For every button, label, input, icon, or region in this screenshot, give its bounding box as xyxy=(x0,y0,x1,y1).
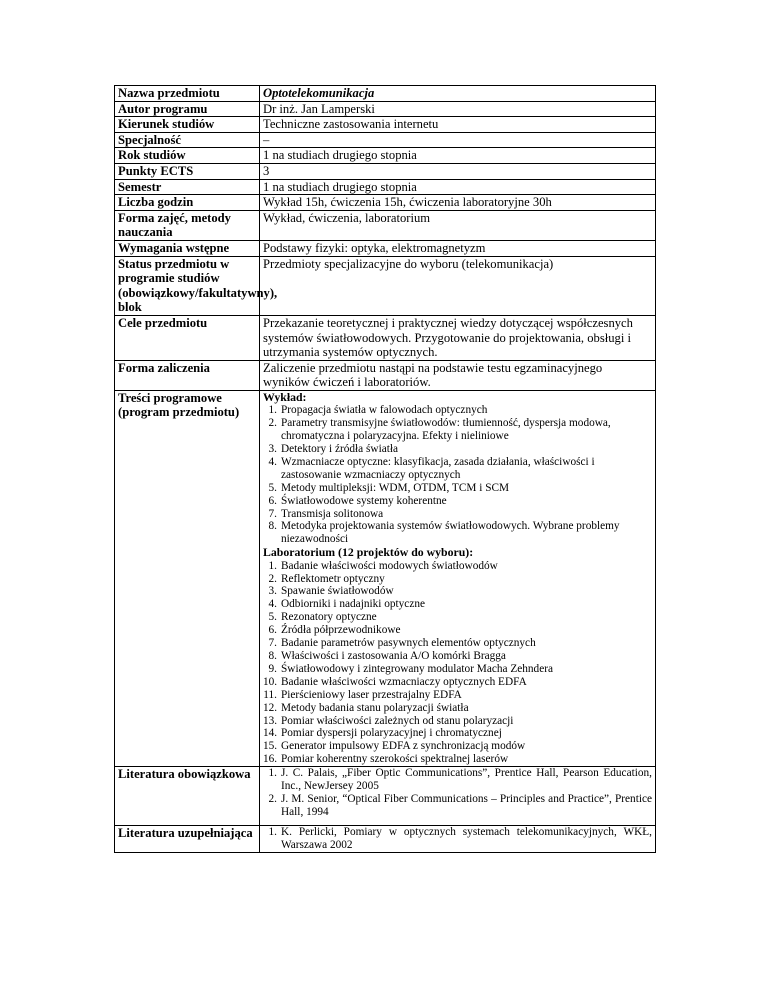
row-value: – xyxy=(260,132,656,148)
list-item xyxy=(263,443,652,456)
list-item xyxy=(263,404,652,417)
item-number: 8. xyxy=(268,650,277,662)
item-number: 8. xyxy=(268,520,277,533)
item-text: Metody badania stanu polaryzacji światła xyxy=(281,701,469,714)
syllabus-rows xyxy=(115,86,656,391)
row-label: Cele przedmiotu xyxy=(115,315,260,360)
table-row xyxy=(115,148,656,164)
list-item xyxy=(263,508,652,521)
row-label: Forma zajęć, metody nauczania xyxy=(115,210,260,240)
item-number: 11. xyxy=(263,688,277,701)
list-item xyxy=(263,482,652,495)
item-number: 4. xyxy=(268,598,277,611)
table-row xyxy=(115,195,656,211)
item-number: 16. xyxy=(263,753,278,766)
row-value: 1 na studiach drugiego stopnia xyxy=(260,179,656,195)
row-value: 3 xyxy=(260,163,656,179)
item-text: Metodyka projektowania systemów światłowodowych. Wybrane problemy niezawodności xyxy=(281,520,620,546)
list-item xyxy=(263,793,652,819)
row-value: Przekazanie teoretycznej i praktycznej wiedzy dotyczącej współczesnych systemów światłowodowych. Przygotowanie do projektowania, obsługi i utrzymania systemów optycznych. xyxy=(260,315,656,360)
item-number: 5. xyxy=(268,481,277,494)
literature-required-list xyxy=(263,767,652,819)
row-label: Punkty ECTS xyxy=(115,163,260,179)
list-item xyxy=(263,663,652,676)
list-item xyxy=(263,727,652,740)
course-syllabus-table xyxy=(114,85,656,853)
list-item xyxy=(263,520,652,546)
item-number: 7. xyxy=(268,637,277,650)
item-number: 13. xyxy=(263,714,278,727)
item-text: Badanie właściwości wzmacniaczy optycznych EDFA xyxy=(281,675,527,688)
item-number: 6. xyxy=(268,494,277,507)
item-text: Generator impulsowy EDFA z synchronizacją modów xyxy=(281,740,526,753)
item-number: 2. xyxy=(268,572,277,585)
row-value: Wykład 15h, ćwiczenia 15h, ćwiczenia laboratoryjne 30h xyxy=(260,195,656,211)
row-label: Status przedmiotu w programie studiów (obowiązkowy/fakultatywny), blok xyxy=(115,256,260,315)
item-text: Wzmacniacze optyczne: klasyfikacja, zasada działania, właściwości i zastosowanie wzmacniaczy optycznych xyxy=(281,455,595,481)
item-text: Badanie parametrów pasywnych elementów optycznych xyxy=(281,637,536,650)
list-item xyxy=(263,495,652,508)
row-value: Przedmioty specjalizacyjne do wyboru (telekomunikacja) xyxy=(260,256,656,315)
item-text: K. Perlicki, Pomiary w optycznych systemach telekomunikacyjnych, WKŁ, Warszawa 2002 xyxy=(281,825,652,851)
row-value: 1 na studiach drugiego stopnia xyxy=(260,148,656,164)
table-row xyxy=(115,132,656,148)
row-label: Semestr xyxy=(115,179,260,195)
item-number: 15. xyxy=(263,740,278,753)
row-label: Wymagania wstępne xyxy=(115,240,260,256)
list-item xyxy=(263,826,652,852)
row-label: Rok studiów xyxy=(115,148,260,164)
item-text: Detektory i źródła światła xyxy=(281,443,399,455)
item-number: 7. xyxy=(268,507,277,520)
list-item xyxy=(263,767,652,793)
item-text: Światłowodowy i zintegrowany modulator Macha Zehndera xyxy=(281,662,553,675)
row-label: Liczba godzin xyxy=(115,195,260,211)
item-text: Badanie właściwości modowych światłowodów xyxy=(281,559,498,572)
table-row xyxy=(115,315,656,360)
item-number: 3. xyxy=(268,585,277,598)
item-number: 12. xyxy=(263,701,278,714)
row-label: Kierunek studiów xyxy=(115,117,260,133)
list-item xyxy=(263,676,652,689)
item-text: Właściwości i zastosowania A/O komórki Bragga xyxy=(281,650,506,662)
list-item xyxy=(263,611,652,624)
list-item xyxy=(263,715,652,728)
content-label: Treści programowe (program przedmiotu) xyxy=(115,390,260,766)
item-text: Spawanie światłowodów xyxy=(281,585,394,598)
item-number: 1. xyxy=(268,825,277,838)
table-row xyxy=(115,101,656,117)
item-text: Parametry transmisyjne światłowodów: tłumienność, dyspersja modowa, chromatyczna i polaryzacyjna. Efekty i nieliniowe xyxy=(281,417,611,443)
content-value xyxy=(260,390,656,766)
lab-project-list xyxy=(263,560,652,767)
lecture-heading: Wykład: xyxy=(263,389,307,404)
item-text: Pomiar koherentny szerokości spektralnej laserów xyxy=(281,753,509,766)
list-item xyxy=(263,650,652,663)
table-row xyxy=(115,825,656,852)
literature-supplementary-value xyxy=(260,825,656,852)
item-text: J. C. Palais, „Fiber Optic Communications”, Prentice Hall, Pearson Education, Inc., NewJersey 2005 xyxy=(281,767,652,793)
table-row xyxy=(115,767,656,826)
item-number: 2. xyxy=(268,792,277,805)
item-number: 2. xyxy=(268,417,277,430)
table-row xyxy=(115,210,656,240)
item-text: Pierścieniowy laser przestrajalny EDFA xyxy=(281,688,462,701)
list-item xyxy=(263,624,652,637)
table-row xyxy=(115,163,656,179)
table-row xyxy=(115,256,656,315)
lab-heading: Laboratorium (12 projektów do wyboru): xyxy=(263,545,474,560)
list-item xyxy=(263,637,652,650)
item-text: Pomiar dyspersji polaryzacyjnej i chromatycznej xyxy=(281,727,502,740)
literature-required-label: Literatura obowiązkowa xyxy=(115,767,260,826)
content-section xyxy=(115,390,656,852)
item-text: Metody multipleksji: WDM, OTDM, TCM i SCM xyxy=(281,481,510,494)
item-number: 1. xyxy=(268,767,277,780)
list-item xyxy=(263,560,652,573)
item-text: Światłowodowe systemy koherentne xyxy=(281,494,447,507)
lecture-topic-list xyxy=(263,404,652,546)
item-text: Rezonatory optyczne xyxy=(281,611,377,624)
row-value: Podstawy fizyki: optyka, elektromagnetyzm xyxy=(260,240,656,256)
literature-required-value xyxy=(260,767,656,826)
item-text: J. M. Senior, “Optical Fiber Communications – Principles and Practice”, Prentice Hall, 1994 xyxy=(281,792,652,818)
item-number: 3. xyxy=(268,443,277,455)
item-number: 6. xyxy=(268,624,277,637)
table-row xyxy=(115,360,656,390)
row-value: Techniczne zastosowania internetu xyxy=(260,117,656,133)
table-row xyxy=(115,117,656,133)
literature-supplementary-list xyxy=(263,826,652,852)
list-item xyxy=(263,456,652,482)
list-item xyxy=(263,598,652,611)
item-number: 10. xyxy=(263,675,278,688)
item-number: 14. xyxy=(263,727,278,740)
row-label: Specjalność xyxy=(115,132,260,148)
item-number: 1. xyxy=(268,404,277,417)
row-value: Zaliczenie przedmiotu nastąpi na podstawie testu egzaminacyjnego wyników ćwiczeń i laboratoriów. xyxy=(260,360,656,390)
row-label: Autor programu xyxy=(115,101,260,117)
item-text: Propagacja światła w falowodach optycznych xyxy=(281,404,488,417)
item-number: 9. xyxy=(268,662,277,675)
item-text: Odbiorniki i nadajniki optyczne xyxy=(281,598,426,611)
list-item xyxy=(263,753,652,766)
table-row xyxy=(115,390,656,766)
table-row xyxy=(115,179,656,195)
item-text: Źródła półprzewodnikowe xyxy=(281,624,401,637)
item-number: 5. xyxy=(268,611,277,624)
item-text: Transmisja solitonowa xyxy=(281,507,384,520)
table-row xyxy=(115,240,656,256)
row-value: Wykład, ćwiczenia, laboratorium xyxy=(260,210,656,240)
list-item xyxy=(263,740,652,753)
literature-supplementary-label: Literatura uzupełniająca xyxy=(115,825,260,852)
item-text: Pomiar właściwości zależnych od stanu polaryzacji xyxy=(281,714,514,727)
list-item xyxy=(263,585,652,598)
row-label: Forma zaliczenia xyxy=(115,360,260,390)
list-item xyxy=(263,417,652,443)
row-value: Dr inż. Jan Lamperski xyxy=(260,101,656,117)
item-text: Reflektometr optyczny xyxy=(281,572,385,585)
row-label: Nazwa przedmiotu xyxy=(115,86,260,102)
list-item xyxy=(263,689,652,702)
row-value: Optotelekomunikacja xyxy=(260,86,656,102)
list-item xyxy=(263,573,652,586)
table-row xyxy=(115,86,656,102)
list-item xyxy=(263,702,652,715)
item-number: 1. xyxy=(268,559,277,572)
item-number: 4. xyxy=(268,455,277,468)
